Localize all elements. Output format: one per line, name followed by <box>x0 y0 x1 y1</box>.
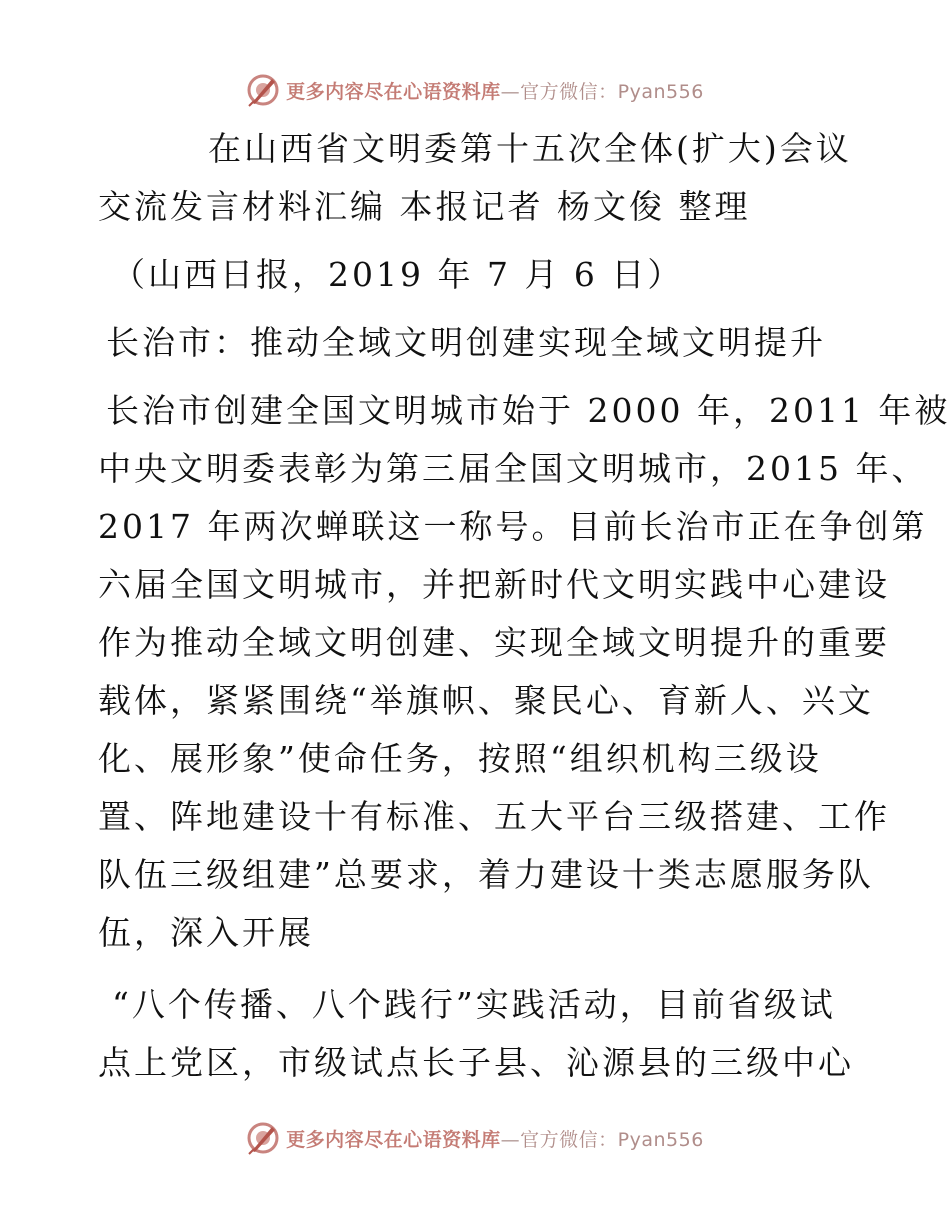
watermark-text <box>286 77 704 104</box>
section-heading: 长治市：推动全域文明创建实现全域文明提升 <box>106 323 826 362</box>
paragraph-line: 中央文明委表彰为第三届全国文明城市，2015 年、 <box>98 449 928 488</box>
paragraph-line: 化、展形象”使命任务，按照“组织机构三级设 <box>98 739 822 778</box>
paragraph-1 <box>98 382 950 962</box>
source-line: （山西日报，2019 年 7 月 6 日） <box>112 255 684 294</box>
watermark-wechat: 官方微信：Pyan556 <box>520 1128 704 1151</box>
title-line-2: 交流发言材料汇编 本报记者 杨文俊 整理 <box>98 187 751 226</box>
watermark-text <box>286 1125 704 1152</box>
paragraph-line: 队伍三级组建”总要求，着力建设十类志愿服务队 <box>98 855 874 894</box>
watermark-wechat: 官方微信：Pyan556 <box>520 80 704 103</box>
paragraph-line: 伍，深入开展 <box>98 913 314 952</box>
quill-pen-logo-icon <box>246 1121 280 1155</box>
paragraph-line: 2017 年两次蝉联这一称号。目前长治市正在争创第 <box>98 507 928 546</box>
quill-pen-logo-icon <box>246 73 280 107</box>
watermark-separator: — <box>500 1128 521 1151</box>
paragraph-line: 六届全国文明城市，并把新时代文明实践中心建设 <box>98 565 890 604</box>
watermark-separator: — <box>500 80 521 103</box>
watermark-footer <box>0 1118 950 1158</box>
paragraph-line: 点上党区，市级试点长子县、沁源县的三级中心 <box>98 1043 854 1082</box>
paragraph-line: 作为推动全域文明创建、实现全域文明提升的重要 <box>98 623 890 662</box>
watermark-header <box>0 70 950 110</box>
paragraph-line: 载体，紧紧围绕“举旗帜、聚民心、育新人、兴文 <box>98 681 874 720</box>
paragraph-2 <box>98 976 858 1092</box>
watermark-brand: 更多内容尽在心语资料库 <box>286 80 501 103</box>
document-content <box>98 120 950 1092</box>
paragraph-line: 置、阵地建设十有标准、五大平台三级搭建、工作 <box>98 797 890 836</box>
paragraph-line: 长治市创建全国文明城市始于 2000 年，2011 年被 <box>106 391 950 430</box>
title-line-1: 在山西省文明委第十五次全体(扩大)会议 <box>208 129 852 168</box>
paragraph-line: “八个传播、八个践行”实践活动，目前省级试 <box>112 985 836 1024</box>
watermark-brand: 更多内容尽在心语资料库 <box>286 1128 501 1151</box>
